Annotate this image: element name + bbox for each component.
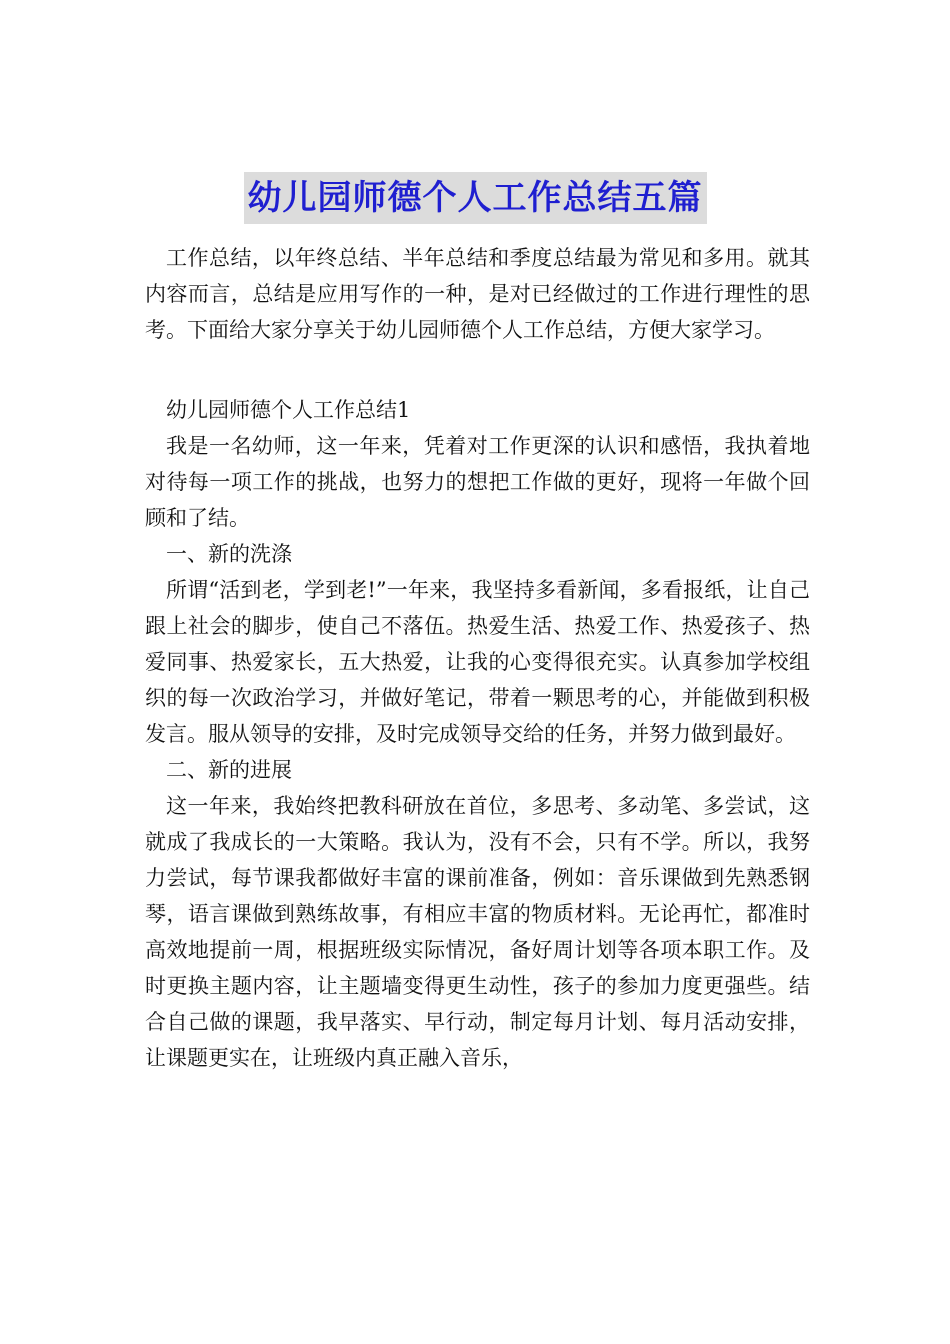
body-paragraph: 所谓“活到老，学到老!”一年来，我坚持多看新闻，多看报纸，让自己跟上社会的脚步，使自己不落伍。热爱生活、热爱工作、热爱孩子、热爱同事、热爱家长，五大热爱，让我的心变得很充实。认真参加学校组织的每一次政治学习，并做好笔记，带着一颗思考的心，并能做到积极发言。服从领导的安排，及时完成领导交给的任务，并努力做到最好。 bbox=[145, 578, 810, 746]
document-title: 幼儿园师德个人工作总结五篇 bbox=[244, 172, 707, 224]
document-body bbox=[145, 240, 810, 1076]
title-container bbox=[0, 172, 950, 224]
section-title: 幼儿园师德个人工作总结1 bbox=[166, 398, 411, 422]
subheading: 一、新的洗涤 bbox=[166, 542, 292, 566]
intro-paragraph: 工作总结，以年终总结、半年总结和季度总结最为常见和多用。就其内容而言，总结是应用写作的一种，是对已经做过的工作进行理性的思考。下面给大家分享关于幼儿园师德个人工作总结，方便大家学习。 bbox=[145, 246, 810, 342]
body-paragraph: 这一年来，我始终把教科研放在首位，多思考、多动笔、多尝试，这就成了我成长的一大策略。我认为，没有不会，只有不学。所以，我努力尝试，每节课我都做好丰富的课前准备，例如：音乐课做到先熟悉钢琴，语言课做到熟练故事，有相应丰富的物质材料。无论再忙，都准时高效地提前一周，根据班级实际情况，备好周计划等各项本职工作。及时更换主题内容，让主题墙变得更生动性，孩子的参加力度更强些。结合自己做的课题，我早落实、早行动，制定每月计划、每月活动安排，让课题更实在，让班级内真正融入音乐， bbox=[145, 794, 810, 1070]
subheading: 二、新的进展 bbox=[166, 758, 292, 782]
body-paragraph: 我是一名幼师，这一年来，凭着对工作更深的认识和感悟，我执着地对待每一项工作的挑战，也努力的想把工作做的更好，现将一年做个回顾和了结。 bbox=[145, 434, 810, 530]
